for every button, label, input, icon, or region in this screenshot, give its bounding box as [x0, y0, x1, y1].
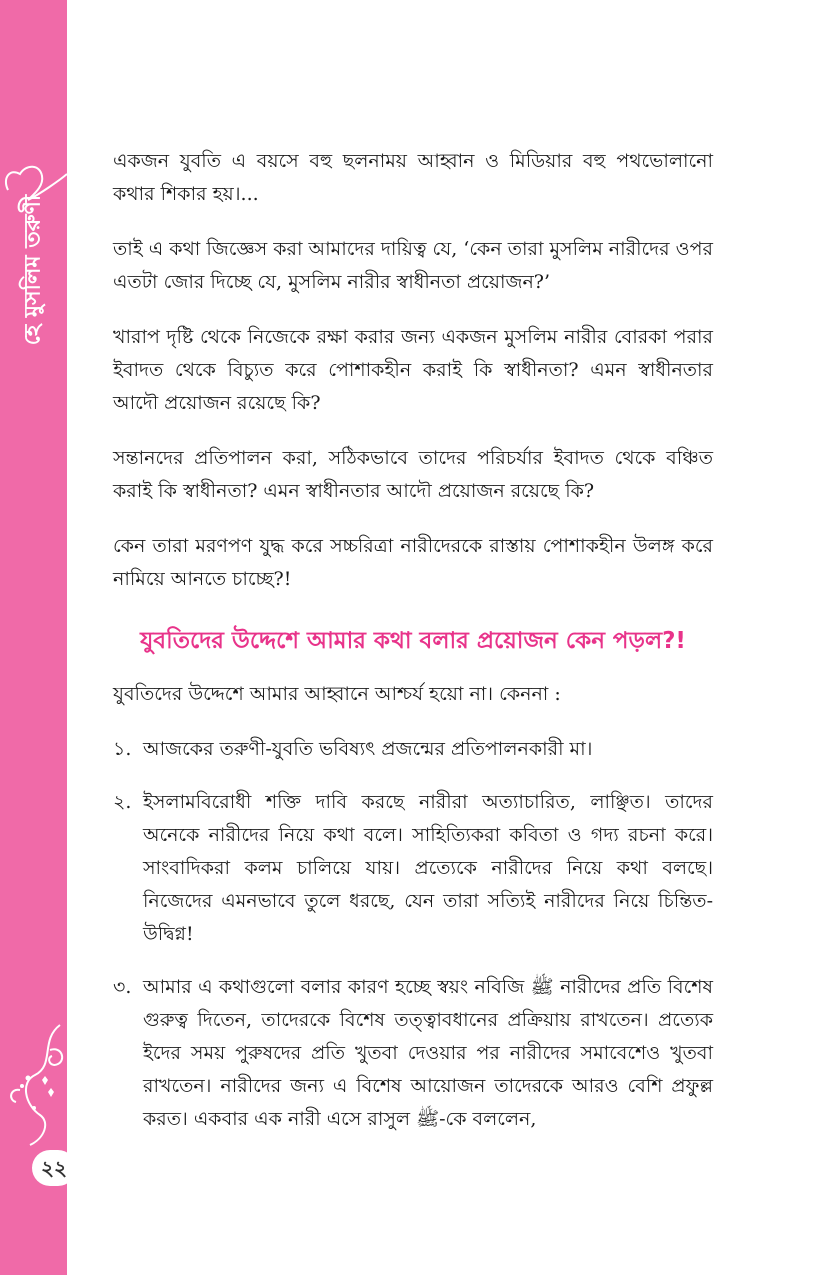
list-item: [113, 733, 713, 766]
list-number: ২.: [113, 791, 132, 813]
list-number: ১.: [113, 738, 132, 760]
paragraph: সন্তানদের প্রতিপালন করা, সঠিকভাবে তাদের পরিচর্যার ইবাদত থেকে বঞ্চিত করাই কি স্বাধীনতা? এমন স্বাধীনতার আদৌ প্রয়োজন রয়েছে কি?: [113, 447, 713, 502]
paragraph: তাই এ কথা জিজ্ঞেস করা আমাদের দায়িত্ব যে, ‘কেন তারা মুসলিম নারীদের ওপর এতটা জোর দিচ্ছে যে, মুসলিম নারীর স্বাধীনতা প্রয়োজন?’: [113, 238, 713, 293]
page-number: ২২: [32, 1150, 76, 1186]
intro-paragraph: যুবতিদের উদ্দেশে আমার আহ্বানে আশ্চর্য হয়ো না। কেননা :: [113, 683, 561, 705]
floral-ornament-icon: [0, 1020, 67, 1150]
list-text: আজকের তরুণী-যুবতি ভবিষ্যৎ প্রজন্মের প্রতিপালনকারী মা।: [143, 738, 593, 760]
sidebar: [0, 0, 67, 1275]
list-item: [113, 971, 713, 1136]
section-heading: যুবতিদের উদ্দেশে আমার কথা বলার প্রয়োজন কেন পড়ল?!: [140, 628, 686, 654]
list-text: আমার এ কথাগুলো বলার কারণ হচ্ছে স্বয়ং নবিজি ﷺ নারীদের প্রতি বিশেষ গুরুত্ব দিতেন, তাদেরকে বিশেষ তত্ত্বাবধানের প্রক্রিয়ায় রাখতেন। প্রত্যেক ইদের সময় পুরুষদের প্রতি খুতবা দেওয়ার পর নারীদের সমাবেশেও খুতবা রাখতেন। নারীদের জন্য এ বিশেষ আয়োজন তাদেরকে আরও বেশি প্রফুল্ল করত। একবার এক নারী এসে রাসুল ﷺ-কে বললেন,: [143, 976, 713, 1130]
list-number: ৩.: [113, 976, 132, 998]
list-text: ইসলামবিরোধী শক্তি দাবি করছে নারীরা অত্যাচারিত, লাঞ্ছিত। তাদের অনেকে নারীদের নিয়ে কথা বলে। সাহিত্যিকরা কবিতা ও গদ্য রচনা করে। সাংবাদিকরা কলম চালিয়ে যায়। প্রত্যেকে নারীদের নিয়ে কথা বলছে। নিজেদের এমনভাবে তুলে ধরছে, যেন তারা সত্যিই নারীদের নিয়ে চিন্তিত-উদ্বিগ্ন!: [143, 791, 713, 945]
paragraph: একজন যুবতি এ বয়সে বহু ছলনাময় আহ্বান ও মিডিয়ার বহু পথভোলানো কথার শিকার হয়।...: [113, 150, 713, 205]
list-item: [113, 786, 713, 951]
page-content: [113, 145, 713, 1156]
paragraph: কেন তারা মরণপণ যুদ্ধ করে সচ্চরিত্রা নারীদেরকে রাস্তায় পোশাকহীন উলঙ্গ করে নামিয়ে আনতে চাচ্ছে?!: [113, 535, 713, 590]
running-title: হে মুসলিম তরুণী: [20, 194, 46, 346]
paragraph: খারাপ দৃষ্টি থেকে নিজেকে রক্ষা করার জন্য একজন মুসলিম নারীর বোরকা পরার ইবাদত থেকে বিচ্যুত করে পোশাকহীন করাই কি স্বাধীনতা? এমন স্বাধীনতার আদৌ প্রয়োজন রয়েছে কি?: [113, 326, 713, 414]
